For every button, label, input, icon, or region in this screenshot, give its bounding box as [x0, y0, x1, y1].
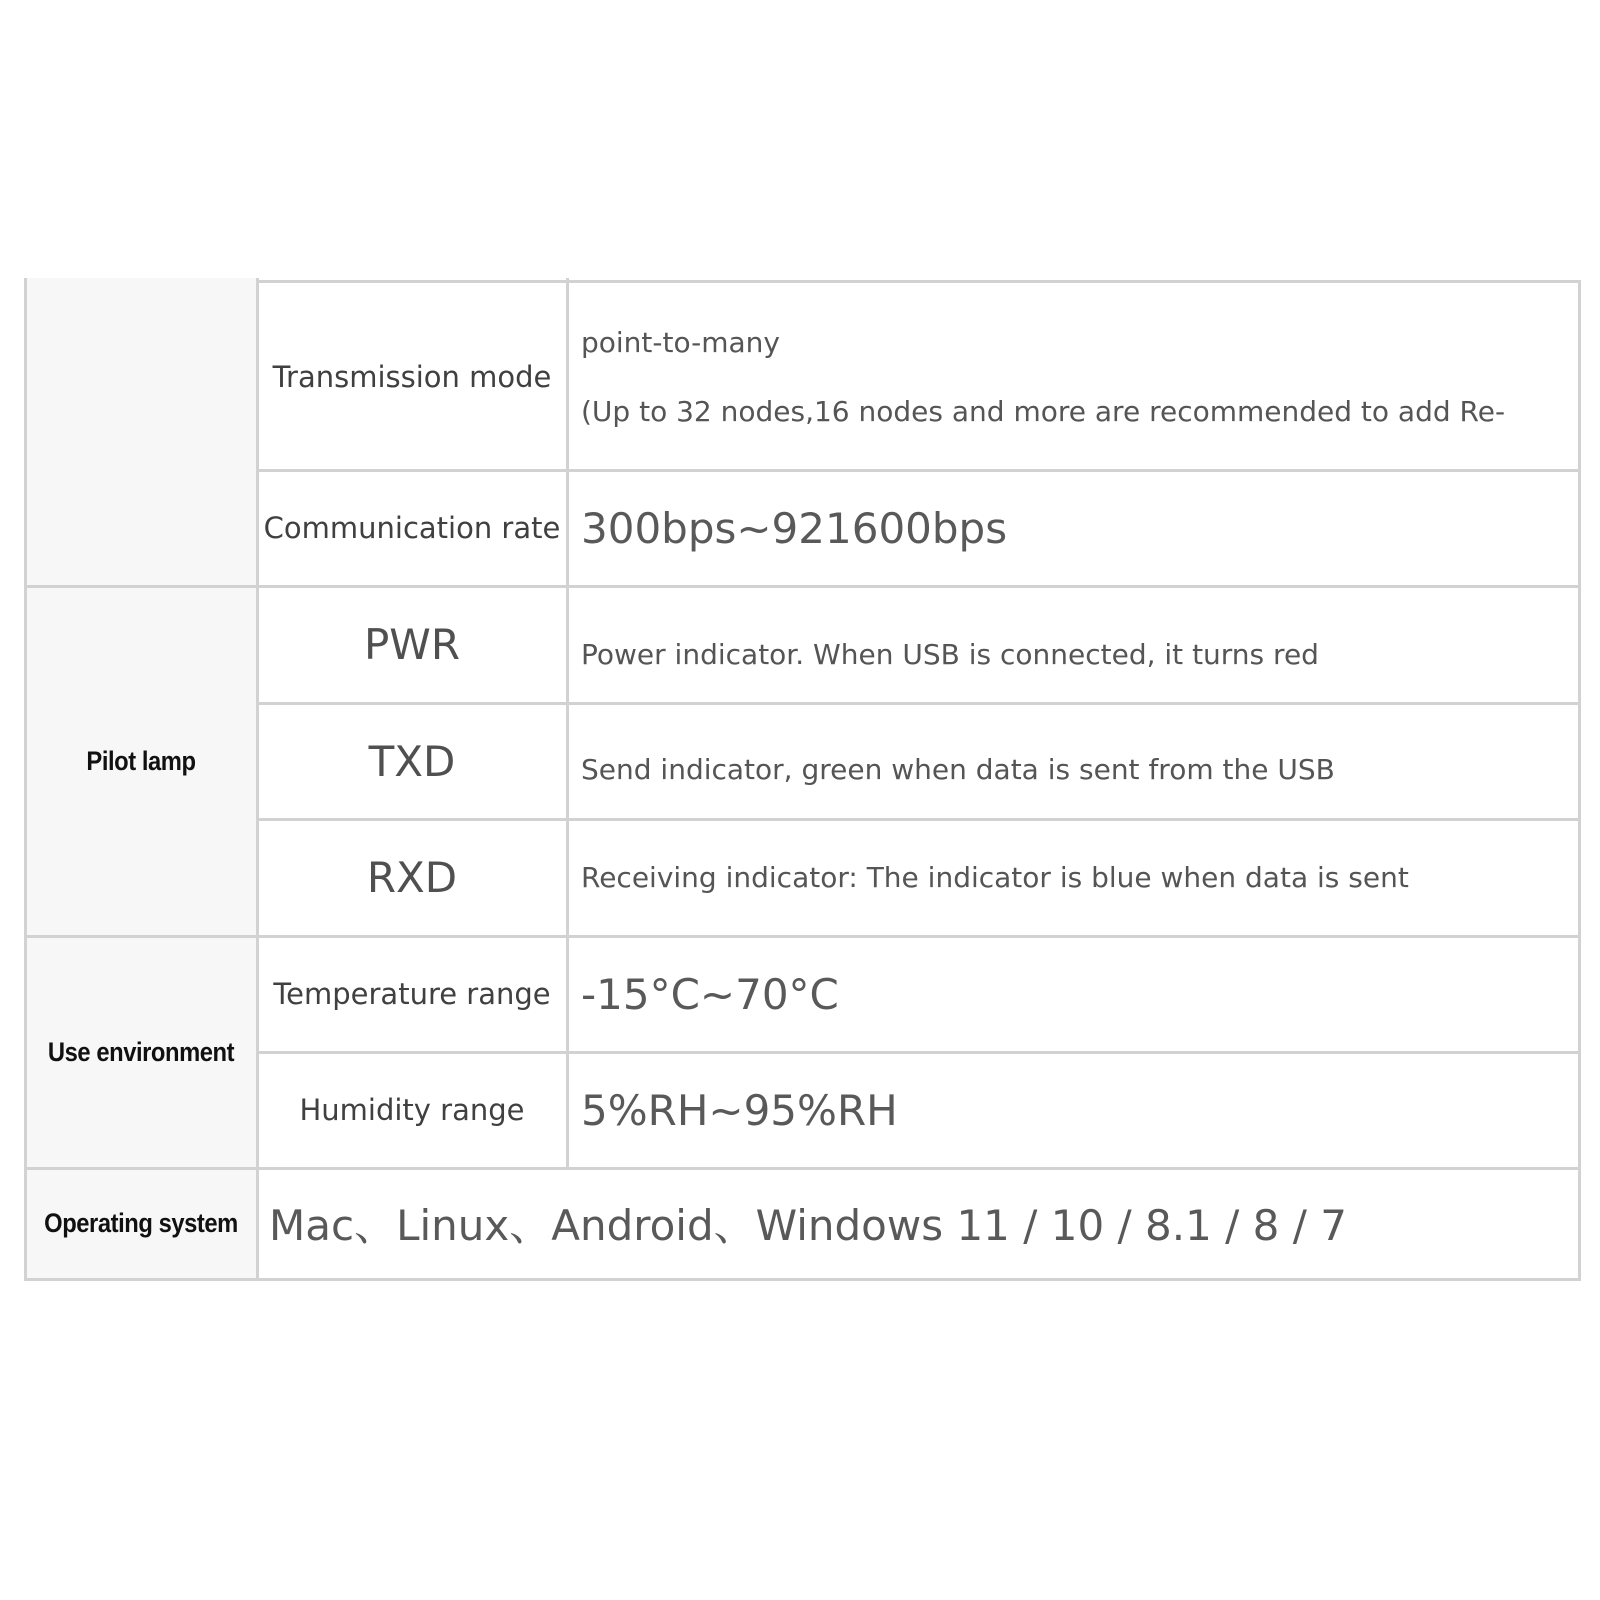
table-border-top — [257, 280, 1580, 283]
value-transmission-mode-line1: point-to-many — [581, 326, 780, 359]
group-cell-operating-system — [25, 1168, 257, 1278]
value-cell-pwr — [567, 586, 1580, 703]
value-cell-transmission-mode — [567, 284, 1580, 470]
value-operating-system: Mac、Linux、Android、Windows 11 / 10 / 8.1 / 8 / 7 — [269, 1201, 1347, 1250]
param-cell-humidity-range — [257, 1052, 567, 1168]
value-pwr: Power indicator. When USB is connected, it turns red — [581, 638, 1319, 671]
row-divider-2 — [257, 702, 1580, 705]
group-cell-blank — [25, 278, 257, 586]
value-cell-humidity-range — [567, 1052, 1580, 1168]
row-divider-3 — [257, 818, 1580, 821]
value-txd: Send indicator, green when data is sent from the USB — [581, 752, 1335, 786]
column-divider-2 — [566, 278, 569, 1168]
group-divider-2 — [25, 935, 1580, 938]
value-cell-communication-rate — [567, 470, 1580, 586]
param-label-rxd: RXD — [366, 853, 458, 902]
param-label-temperature-range: Temperature range — [273, 977, 551, 1011]
value-temperature-range: -15°C~70°C — [581, 969, 839, 1019]
value-communication-rate: 300bps~921600bps — [581, 503, 1008, 553]
param-label-humidity-range: Humidity range — [299, 1093, 525, 1127]
group-label-operating-system: Operating system — [44, 1207, 238, 1238]
value-transmission-mode-line2: (Up to 32 nodes,16 nodes and more are recommended to add Re- — [581, 395, 1506, 428]
param-cell-pwr — [257, 586, 567, 703]
value-cell-temperature-range — [567, 936, 1580, 1052]
table-border-left — [24, 278, 27, 1281]
value-cell-operating-system — [257, 1168, 1580, 1278]
param-cell-rxd — [257, 819, 567, 936]
value-rxd: Receiving indicator: The indicator is blue when data is sent — [581, 861, 1409, 894]
group-divider-1 — [25, 585, 1580, 588]
column-divider-1 — [256, 278, 259, 1281]
param-label-communication-rate: Communication rate — [263, 511, 561, 545]
table-border-right — [1578, 280, 1581, 1281]
row-divider-4 — [257, 1051, 1580, 1054]
group-label-use-environment: Use environment — [47, 1036, 235, 1067]
param-label-pwr: PWR — [363, 620, 461, 669]
group-cell-pilot-lamp — [25, 586, 257, 936]
param-cell-temperature-range — [257, 936, 567, 1052]
group-divider-3 — [25, 1167, 1580, 1170]
row-divider-1 — [257, 469, 1580, 472]
value-cell-rxd — [567, 819, 1580, 936]
param-label-transmission-mode: Transmission mode — [272, 360, 552, 394]
param-cell-transmission-mode — [257, 284, 567, 470]
param-label-txd: TXD — [368, 736, 456, 786]
value-cell-txd — [567, 703, 1580, 819]
group-label-pilot-lamp: Pilot lamp — [86, 745, 196, 776]
param-cell-communication-rate — [257, 470, 567, 586]
value-humidity-range: 5%RH~95%RH — [581, 1085, 898, 1135]
group-cell-use-environment — [25, 936, 257, 1168]
param-cell-txd — [257, 703, 567, 819]
